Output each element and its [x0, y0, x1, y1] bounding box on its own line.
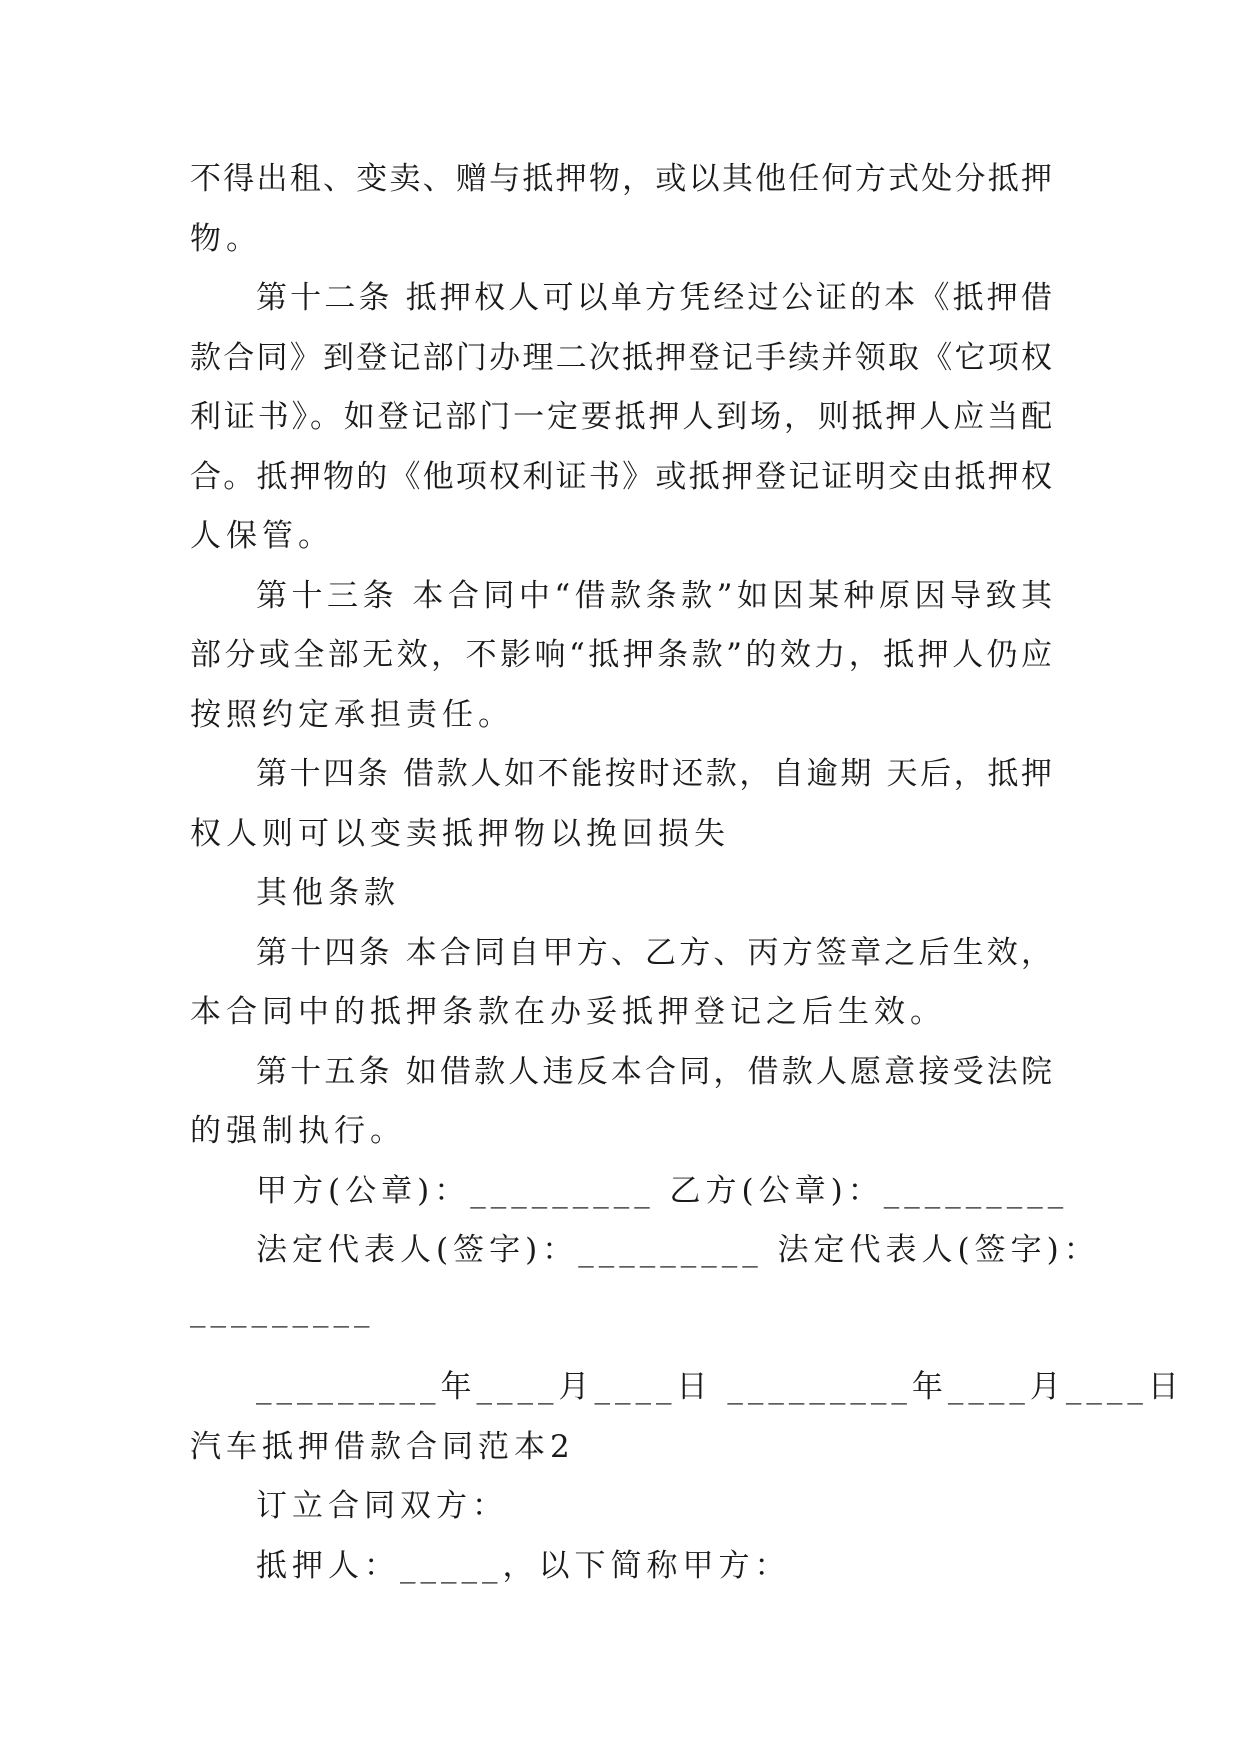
signature-representative-line: 法定代表人(签字)：_________ 法定代表人(签字)： — [256, 1232, 1100, 1268]
spacer — [190, 1340, 1052, 1358]
article-14b-line: 第十四条 本合同自甲方、乙方、丙方签章之后生效， — [256, 934, 1052, 971]
article-13-line: 按照约定承担责任。 — [190, 696, 514, 733]
article-14-line: 第十四条 借款人如不能按时还款，自逾期 天后，抵押 — [256, 756, 1052, 792]
signature-date-line: _________年____月____日 _________年____月____日 — [256, 1369, 1184, 1405]
section-heading-other-terms: 其他条款 — [256, 875, 400, 911]
article-13-line: 第十三条 本合同中“借款条款”如因某种原因导致其 — [256, 577, 1052, 614]
article-12-line: 款合同》到登记部门办理二次抵押登记手续并领取《它项权 — [190, 339, 1052, 376]
document-page — [190, 150, 1184, 1596]
mortgagor-line: 抵押人：_____，以下简称甲方： — [256, 1547, 791, 1584]
article-12-line: 人保管。 — [190, 518, 334, 554]
paragraph-line: 不得出租、变卖、赠与抵押物，或以其他任何方式处分抵押 — [190, 161, 1052, 197]
article-12-line: 利证书》。如登记部门一定要抵押人到场，则抵押人应当配 — [190, 399, 1052, 435]
article-15-line: 第十五条 如借款人违反本合同，借款人愿意接受法院 — [256, 1053, 1052, 1090]
contract-parties-heading: 订立合同双方： — [256, 1488, 508, 1524]
article-14-line: 权人则可以变卖抵押物以挽回损失 — [190, 815, 730, 852]
paragraph-line: 物。 — [190, 220, 262, 257]
article-12-line: 第十二条 抵押权人可以单方凭经过公证的本《抵押借 — [256, 280, 1052, 316]
article-12-line: 合。抵押物的《他项权利证书》或抵押登记证明交由抵押权 — [190, 458, 1052, 495]
contract-title: 汽车抵押借款合同范本2 — [190, 1428, 575, 1465]
signature-blank-line: _________ — [190, 1291, 375, 1328]
signature-party-line: 甲方(公章)：_________ 乙方(公章)：_________ — [256, 1172, 1069, 1209]
article-14b-line: 本合同中的抵押条款在办妥抵押登记之后生效。 — [190, 994, 946, 1030]
article-13-line: 部分或全部无效，不影响“抵押条款”的效力，抵押人仍应 — [190, 637, 1052, 673]
article-15-line: 的强制执行。 — [190, 1113, 406, 1149]
